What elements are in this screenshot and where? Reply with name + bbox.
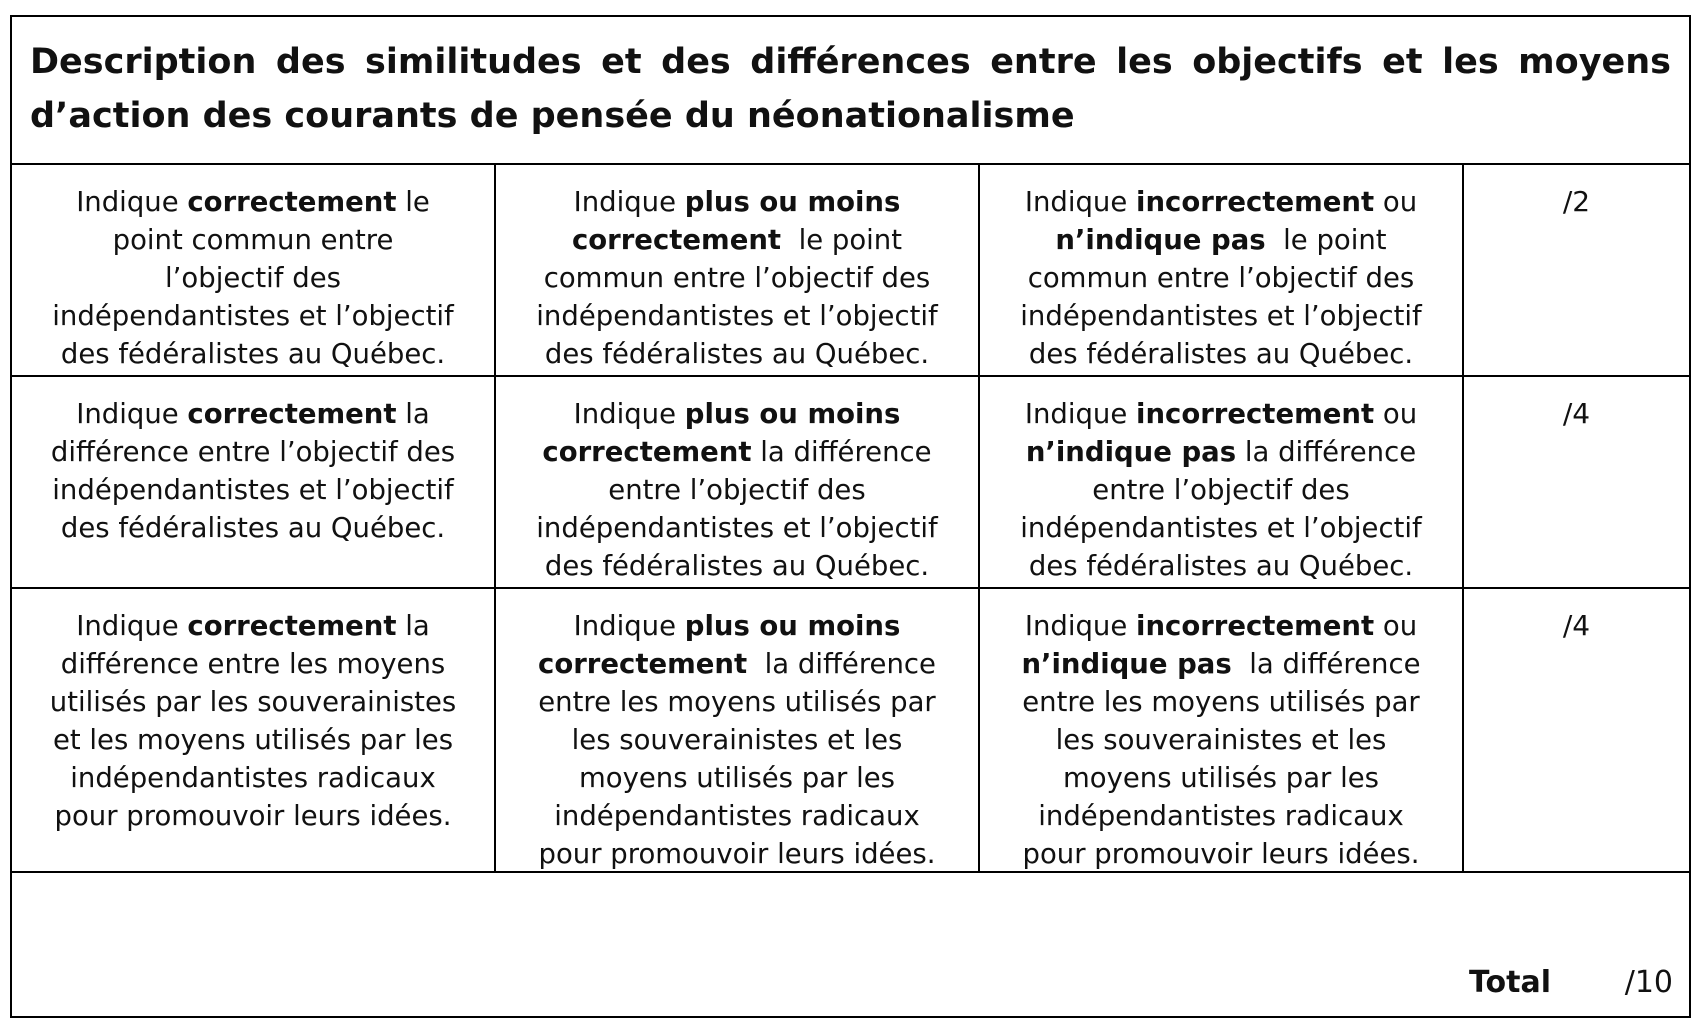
criterion-text: indépendantistes et l’objectif [1020,300,1422,332]
criterion-text: indépendantistes et l’objectif [52,474,454,506]
criterion-text: Indique [1024,186,1137,218]
criterion-text: des fédéralistes au Québec. [60,512,446,544]
criterion-text-line [496,645,978,683]
criterion-emphasis: n’indique pas [1055,224,1266,256]
criterion-text: la différence [1231,648,1421,680]
criterion-text: le point [781,224,903,256]
criterion-text-line [496,759,978,797]
criterion-text-line [12,509,494,547]
criterion-text: Indique [573,610,685,642]
criterion-text: entre l’objectif des [608,474,866,506]
criterion-text: entre les moyens utilisés par [1022,686,1420,718]
criterion-text: différence entre les moyens [60,648,446,680]
criterion-text-line [980,721,1462,759]
criterion-incorrect-cell [980,589,1464,871]
criterion-text-line [496,835,978,873]
criterion-text-line [980,297,1462,335]
criterion-text: indépendantistes radicaux [1038,800,1404,832]
criterion-text: la différence [747,648,936,680]
score-cell [1464,165,1689,375]
criterion-text: des fédéralistes au Québec. [1028,338,1414,370]
criterion-text: ou [1374,398,1418,430]
criterion-emphasis: correctement [187,398,397,430]
criterion-text-line [12,683,494,721]
criterion-text-line [12,335,494,373]
criterion-text: entre les moyens utilisés par [538,686,936,718]
criterion-incorrect-cell [980,165,1464,375]
criterion-partial-cell [496,165,980,375]
criterion-text: différence entre l’objectif des [50,436,456,468]
criterion-correct-cell [12,165,496,375]
criterion-emphasis: correctement [571,224,782,256]
criterion-text-line [12,395,494,433]
criterion-text-line [12,797,494,835]
criterion-text-line [980,797,1462,835]
criterion-emphasis: correctement [187,610,397,642]
criterion-text-line [496,607,978,645]
criterion-text-line [496,297,978,335]
criterion-text: pour promouvoir leurs idées. [54,800,452,832]
criterion-text-line [12,607,494,645]
criterion-text: la [396,398,430,430]
criterion-text-line [496,433,978,471]
criterion-text-line [12,721,494,759]
criteria-row [12,165,1689,377]
criterion-text-line [980,683,1462,721]
criterion-text: indépendantistes radicaux [554,800,920,832]
criterion-emphasis: incorrectement [1136,186,1375,218]
criterion-text: pour promouvoir leurs idées. [538,838,936,870]
criterion-text: le point [1265,224,1387,256]
criterion-text-line [496,547,978,585]
score-value: /4 [1562,397,1591,430]
total-label: Total [1469,965,1551,1000]
criterion-text: des fédéralistes au Québec. [544,338,930,370]
criterion-partial-cell [496,377,980,587]
criterion-text-line [496,721,978,759]
criterion-text-line [980,335,1462,373]
criterion-text: point commun entre [112,224,394,256]
criterion-text-line [496,797,978,835]
criterion-emphasis: plus ou moins [684,610,901,642]
score-value: /4 [1562,609,1591,642]
criterion-text: Indique [1024,398,1137,430]
criterion-text: Indique [1024,610,1137,642]
criterion-text-line [496,221,978,259]
rubric-title-line-2: d’action des courants de pensée du néonationalisme [30,96,1075,136]
rubric-header [12,17,1689,165]
criterion-text-line [12,297,494,335]
criterion-text: les souverainistes et les [1055,724,1387,756]
criterion-text-line [980,607,1462,645]
criterion-text: la différence [751,436,932,468]
score-value: /2 [1562,185,1591,218]
criteria-row [12,589,1689,873]
criterion-text: moyens utilisés par les [579,762,895,794]
criteria-row [12,377,1689,589]
criterion-text: indépendantistes et l’objectif [536,300,938,332]
criterion-text: des fédéralistes au Québec. [544,550,930,582]
criterion-text-line [12,645,494,683]
criterion-text-line [496,395,978,433]
criterion-text-line [980,509,1462,547]
criterion-text-line [12,221,494,259]
criterion-text-line [12,259,494,297]
criterion-text-line [496,335,978,373]
criterion-text-line [980,183,1462,221]
criterion-text: ou [1374,610,1418,642]
criterion-text-line [980,759,1462,797]
criterion-text-line [496,259,978,297]
criterion-text: la [396,610,430,642]
criterion-text: indépendantistes et l’objectif [1020,512,1422,544]
criterion-emphasis: plus ou moins [684,398,901,430]
criterion-text: indépendantistes et l’objectif [536,512,938,544]
criterion-emphasis: correctement [538,648,748,680]
criterion-emphasis: correctement [542,436,752,468]
criterion-text-line [12,471,494,509]
criterion-text: Indique [76,398,188,430]
criterion-text-line [496,509,978,547]
criterion-emphasis: correctement [187,186,397,218]
criterion-incorrect-cell [980,377,1464,587]
criterion-emphasis: n’indique pas [1021,648,1232,680]
criterion-correct-cell [12,377,496,587]
total-value: /10 [1624,965,1673,1000]
criterion-emphasis: incorrectement [1136,610,1375,642]
criterion-text: Indique [573,398,685,430]
criterion-text-line [12,433,494,471]
criterion-text: entre l’objectif des [1092,474,1350,506]
criterion-text-line [12,759,494,797]
criterion-text: indépendantistes et l’objectif [52,300,454,332]
criterion-text: la différence [1236,436,1417,468]
total-row [12,949,1689,1018]
score-cell [1464,589,1689,871]
criterion-text-line [496,471,978,509]
criterion-text-line [980,395,1462,433]
criterion-partial-cell [496,589,980,871]
criterion-text: utilisés par les souverainistes [49,686,457,718]
rubric-table [10,15,1691,1018]
criterion-text: Indique [573,186,685,218]
criterion-text-line [496,183,978,221]
criterion-text: les souverainistes et les [571,724,903,756]
criterion-text-line [980,645,1462,683]
criterion-text: et les moyens utilisés par les [52,724,454,756]
criterion-text-line [980,471,1462,509]
criterion-text: pour promouvoir leurs idées. [1022,838,1420,870]
criterion-text-line [980,835,1462,873]
criterion-text-line [980,547,1462,585]
criterion-text: le [396,186,430,218]
criterion-text: commun entre l’objectif des [1027,262,1415,294]
criterion-text: Indique [76,610,188,642]
score-cell [1464,377,1689,587]
criterion-emphasis: plus ou moins [684,186,901,218]
rubric-title-line-1: Description des similitudes et des différences entre les objectifs et les moyens [30,42,1671,82]
criterion-text: des fédéralistes au Québec. [60,338,446,370]
criterion-text-line [980,433,1462,471]
criterion-text-line [496,683,978,721]
criterion-text-line [980,259,1462,297]
criterion-text: ou [1374,186,1418,218]
criterion-text-line [980,221,1462,259]
criterion-text-line [12,183,494,221]
criterion-text: commun entre l’objectif des [543,262,931,294]
criterion-emphasis: incorrectement [1136,398,1375,430]
criterion-text: Indique [76,186,188,218]
criterion-correct-cell [12,589,496,871]
criterion-text: indépendantistes radicaux [70,762,436,794]
criterion-text: moyens utilisés par les [1063,762,1379,794]
criterion-text: l’objectif des [165,262,341,294]
criterion-text: des fédéralistes au Québec. [1028,550,1414,582]
criterion-emphasis: n’indique pas [1025,436,1237,468]
